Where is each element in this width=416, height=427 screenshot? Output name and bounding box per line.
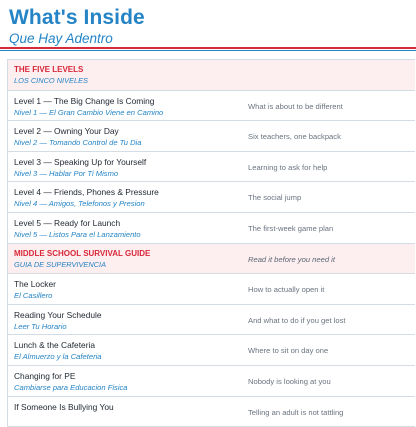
row-subtitle: Nivel 1 — El Gran Cambio Viene en Camino bbox=[14, 107, 164, 117]
row-subtitle: Cambiarse para Educacion Fisica bbox=[14, 382, 128, 392]
row-subtitle: LOS CINCO NIVELES bbox=[14, 76, 88, 85]
row-subtitle: Leer Tu Horario bbox=[14, 321, 67, 331]
list-item-level-3 bbox=[8, 152, 415, 183]
list-item-schedule bbox=[8, 305, 415, 336]
row-title: THE FIVE LEVELS bbox=[14, 65, 84, 74]
list-item-bullying bbox=[8, 397, 415, 427]
row-subtitle: Nivel 2 — Tomando Control de Tu Dia bbox=[14, 138, 142, 148]
row-note: The social jump bbox=[248, 193, 302, 203]
row-title: Lunch & the Cafeteria bbox=[14, 340, 96, 351]
row-note: Six teachers, one backpack bbox=[248, 132, 341, 142]
row-title: Changing for PE bbox=[14, 370, 76, 381]
row-subtitle: Nivel 4 — Amigos, Telefonos y Presion bbox=[14, 199, 145, 209]
row-title: Level 1 — The Big Change Is Coming bbox=[14, 95, 155, 106]
row-note: Nobody is looking at you bbox=[248, 376, 331, 386]
header-rule-red bbox=[0, 47, 416, 49]
row-title: If Someone Is Bullying You bbox=[14, 401, 114, 412]
list-item-changing-for-pe bbox=[8, 366, 415, 397]
row-note: Read it before you need it bbox=[248, 254, 335, 264]
row-subtitle: Nivel 5 — Listos Para el Lanzamiento bbox=[14, 229, 141, 239]
row-title: Level 2 — Owning Your Day bbox=[14, 126, 119, 137]
row-title: MIDDLE SCHOOL SURVIVAL GUIDE bbox=[14, 248, 151, 258]
header-rule-blue bbox=[0, 50, 416, 51]
row-title: Level 3 — Speaking Up for Yourself bbox=[14, 156, 147, 167]
list-item-level-1 bbox=[8, 91, 415, 122]
list-item-level-2 bbox=[8, 121, 415, 152]
page-title: What's Inside bbox=[9, 6, 145, 29]
row-subtitle: GUIA DE SUPERVIVENCIA bbox=[14, 259, 106, 269]
list-item-level-5 bbox=[8, 213, 415, 244]
row-subtitle: El Almuerzo y la Cafeteria bbox=[14, 352, 102, 362]
page-subtitle: Que Hay Adentro bbox=[9, 31, 113, 46]
row-note: The first-week game plan bbox=[248, 223, 334, 233]
row-note: What is about to be different bbox=[248, 101, 343, 111]
list-item-level-4 bbox=[8, 182, 415, 213]
contents-list bbox=[7, 59, 415, 427]
list-item-locker bbox=[8, 274, 415, 305]
row-note: Where to sit on day one bbox=[248, 346, 329, 356]
list-item-cafeteria bbox=[8, 335, 415, 366]
section-row-five-levels bbox=[8, 60, 415, 91]
row-subtitle: Nivel 3 — Hablar Por Ti Mismo bbox=[14, 168, 119, 178]
row-subtitle: El Casillero bbox=[14, 291, 53, 301]
section-row-survival-guide bbox=[8, 244, 415, 275]
row-note: How to actually open it bbox=[248, 285, 325, 295]
row-title: Reading Your Schedule bbox=[14, 309, 102, 320]
row-title: Level 4 — Friends, Phones & Pressure bbox=[14, 187, 159, 198]
row-title: The Locker bbox=[14, 279, 56, 290]
row-note: Telling an adult is not tattling bbox=[248, 407, 344, 417]
row-note: Learning to ask for help bbox=[248, 162, 328, 172]
row-title: Level 5 — Ready for Launch bbox=[14, 217, 121, 228]
row-note: And what to do if you get lost bbox=[248, 315, 346, 325]
